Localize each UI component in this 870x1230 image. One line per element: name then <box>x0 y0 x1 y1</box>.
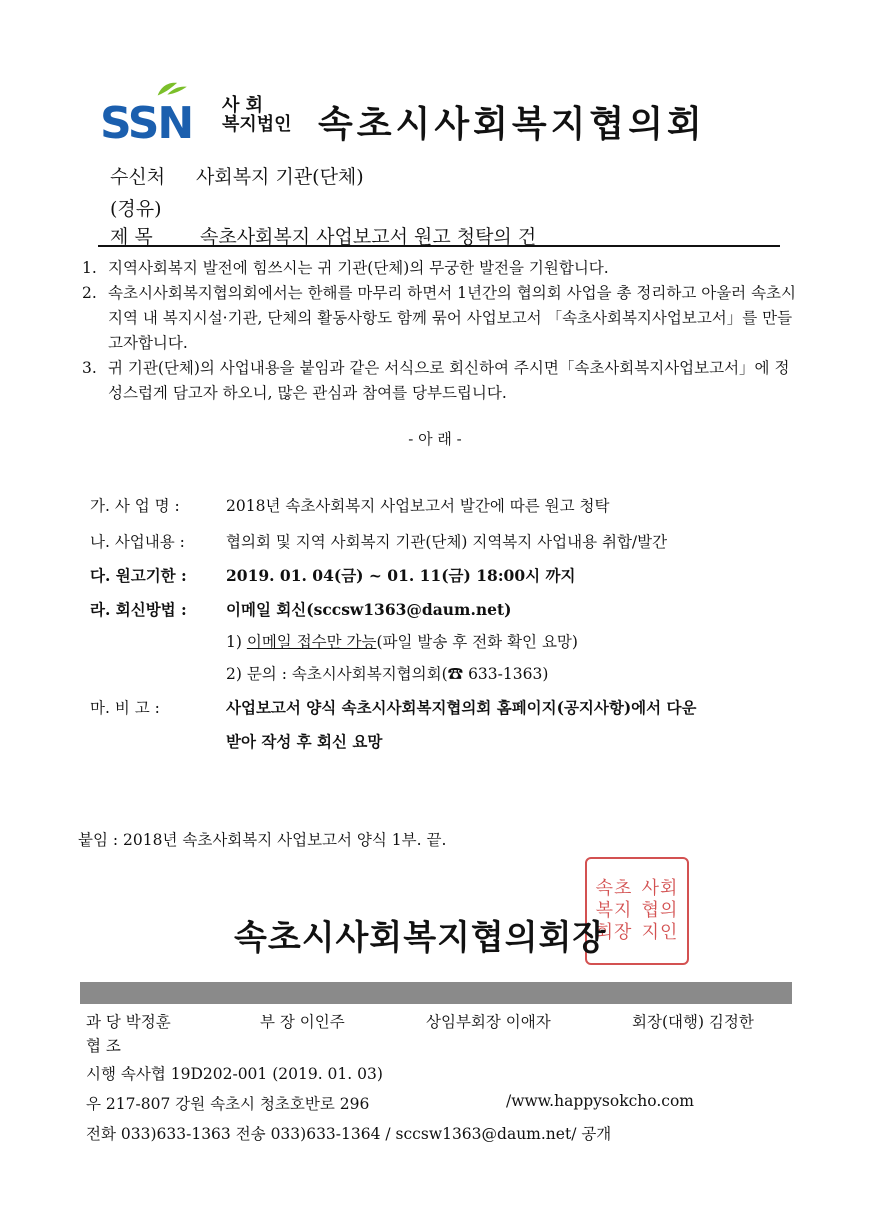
detail-na-value: 협의회 및 지역 사회복지 기관(단체) 지역복지 사업내용 취합/발간 <box>226 533 668 551</box>
recipient-label: 수신처 <box>110 166 166 188</box>
corp-type-line1: 사 회 <box>222 95 264 116</box>
detail-ma-label: 마. 비 고 : <box>90 699 160 717</box>
corp-type <box>222 96 310 134</box>
chairman-title: 속초시사회복지협의회장 <box>234 918 607 958</box>
staff-p2: 부 장 이인주 <box>260 1013 345 1031</box>
detail-na-label: 나. 사업내용 : <box>90 533 185 551</box>
contact-line: 전화 033)633-1363 전송 033)633-1364 / sccsw1363@daum.net/ 공개 <box>86 1125 612 1143</box>
detail-ra-sub2: 2) 문의 : 속초시사회복지협의회(☎ 633-1363) <box>226 665 549 683</box>
detail-ma-value-1: 사업보고서 양식 속초시사회복지협의회 홈페이지(공지사항)에서 다운 <box>226 698 697 717</box>
body-items <box>82 256 802 406</box>
detail-da-label: 다. 원고기한 : <box>90 566 187 585</box>
body-item: 2. 속초시사회복지협의회에서는 한해를 마무리 하면서 1년간의 협의회 사업을 총 정리하고 아울러 속초시 지역 내 복지시설·기관, 단체의 활동사항도 함께 묶어 사업보고서 「속초사회복지사업보고서」를 만들고자합니다. <box>82 284 797 352</box>
enforcement-line: 시행 속사협 19D202-001 (2019. 01. 03) <box>86 1065 383 1083</box>
attachment-note: 붙임 : 2018년 속초사회복지 사업보고서 양식 1부. 끝. <box>78 831 447 849</box>
body-item: 1. 지역사회복지 발전에 힘쓰시는 귀 기관(단체)의 무궁한 발전을 기원합니다. <box>82 259 609 277</box>
official-seal-stamp: 속초 사회 복지 협의 회장 지인 <box>585 857 689 965</box>
org-name: 속초시사회복지협의회 <box>318 104 706 145</box>
detail-ra-label: 라. 회신방법 : <box>90 600 187 619</box>
detail-da-value: 2019. 01. 04(금) ~ 01. 11(금) 18:00시 까지 <box>226 566 576 585</box>
email-only-note: 이메일 접수만 가능 <box>246 633 377 651</box>
detail-ga-label: 가. 사 업 명 : <box>90 497 180 515</box>
address-line: 우 217-807 강원 속초시 청초호반로 296 <box>86 1095 370 1113</box>
cooperation-label: 협 조 <box>86 1037 121 1055</box>
detail-ga-value: 2018년 속초사회복지 사업보고서 발간에 따른 원고 청탁 <box>226 497 610 515</box>
body-item: 3. 귀 기관(단체)의 사업내용을 붙임과 같은 서식으로 회신하여 주시면「속초사회복지사업보고서」에 정성스럽게 담고자 하오니, 많은 관심과 참여를 당부드립니다. <box>82 359 790 402</box>
staff-p3: 상임부회장 이애자 <box>426 1013 551 1031</box>
via-label: (경유) <box>110 198 162 220</box>
recipient-value: 사회복지 기관(단체) <box>196 166 364 188</box>
detail-ma-value-2: 받아 작성 후 회신 요망 <box>226 732 383 751</box>
subject-divider <box>98 245 780 247</box>
detail-ra-value: 이메일 회신(sccsw1363@daum.net) <box>226 600 512 619</box>
staff-p4: 회장(대행) 김정한 <box>632 1013 754 1031</box>
subject-label: 제 목 <box>110 226 153 248</box>
corp-type-line2: 복지법인 <box>222 114 292 135</box>
detail-ra-sub1: 1) 이메일 접수만 가능(파일 발송 후 전화 확인 요망) <box>226 633 578 651</box>
footer-divider-bar <box>80 982 792 1004</box>
subject-value: 속초사회복지 사업보고서 원고 청탁의 건 <box>200 226 537 248</box>
website-link[interactable]: /www.happysokcho.com <box>506 1092 694 1110</box>
logo-text: SSN <box>100 98 193 149</box>
center-mark: - 아 래 - <box>408 430 462 448</box>
staff-p1: 과 당 박정훈 <box>86 1013 171 1031</box>
